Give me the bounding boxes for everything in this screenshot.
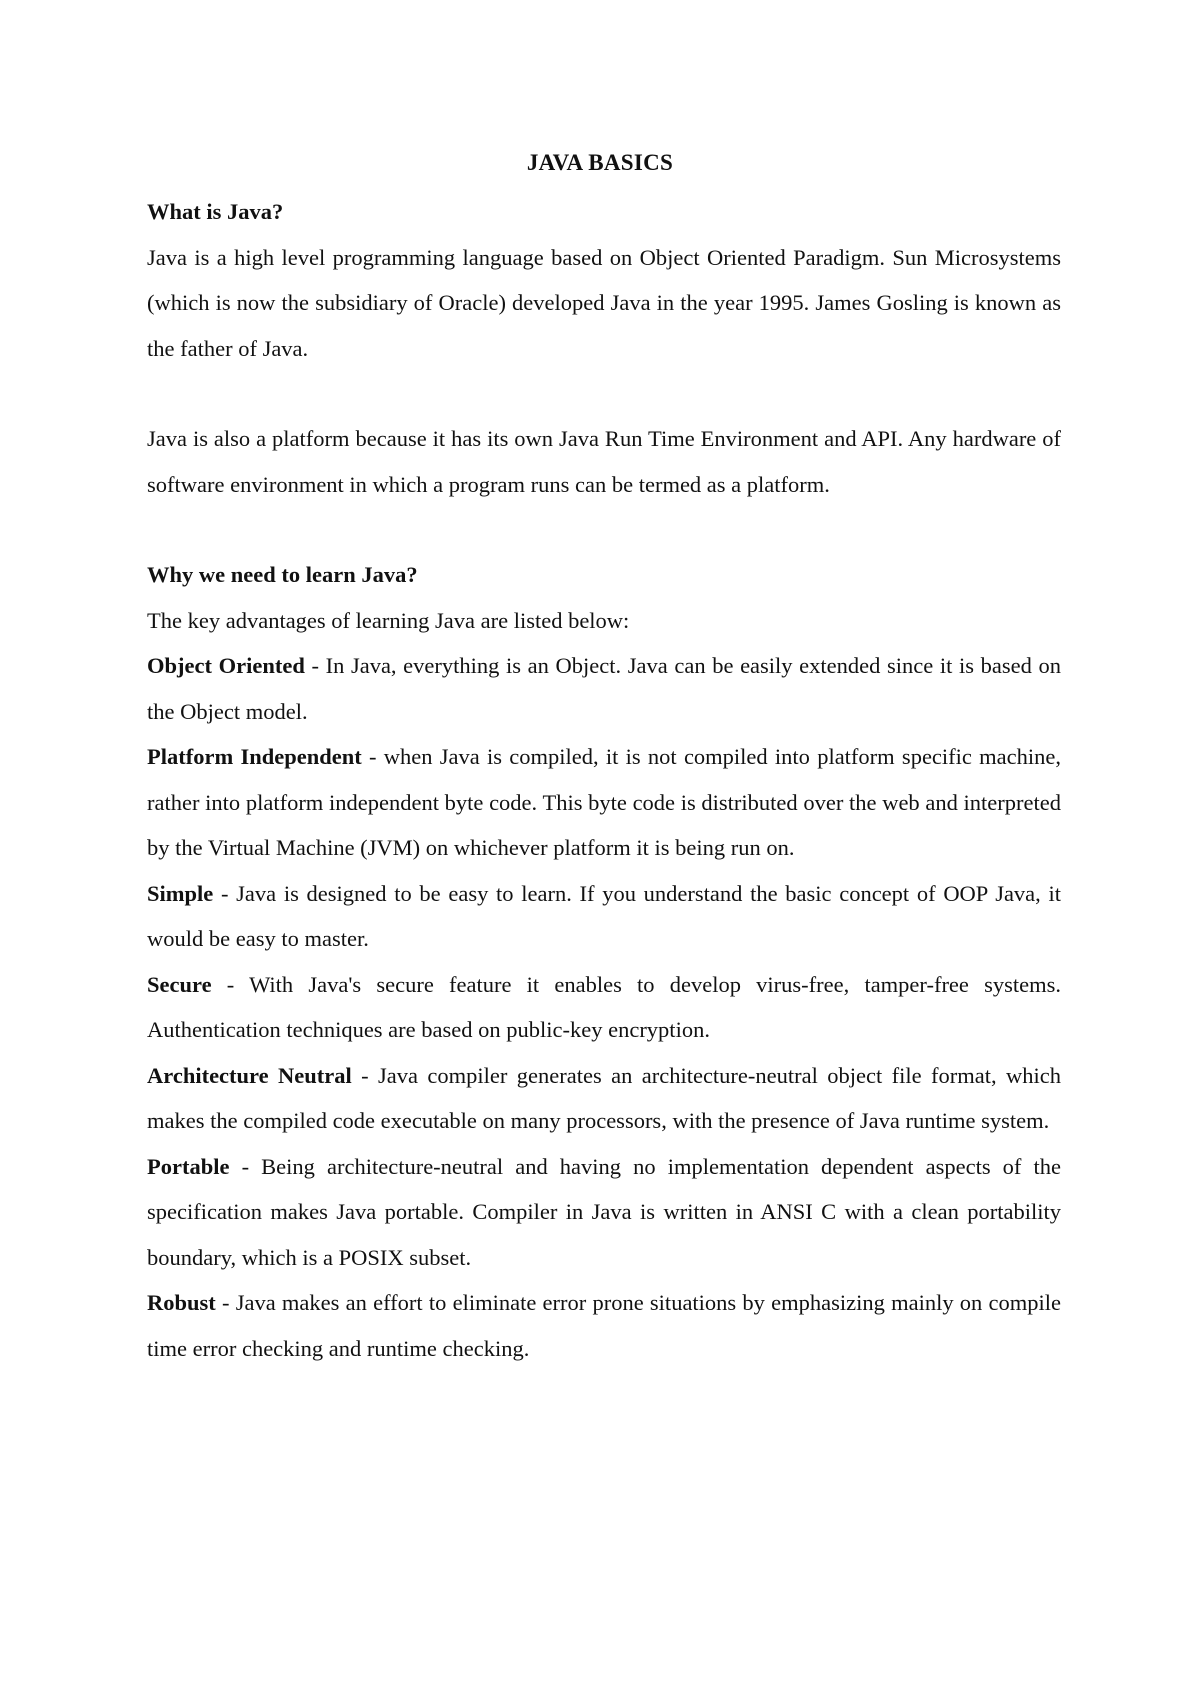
advantage-item-robust [147, 1280, 1061, 1371]
advantage-term: Platform Independent [147, 744, 362, 769]
advantage-description: - Java compiler generates an architecture-neutral object file format, which makes the compiled code executable on many processors, with the presence of Java runtime system. [147, 1062, 1061, 1133]
paragraph-spacer [147, 371, 1061, 416]
advantage-description: - With Java's secure feature it enables to develop virus-free, tamper-free systems. Authentication techniques are based on public-key encryption. [147, 971, 1061, 1042]
advantages-intro: The key advantages of learning Java are listed below: [147, 607, 630, 633]
paragraph-java-platform: Java is also a platform because it has its own Java Run Time Environment and API. Any hardware of software environment in which a program runs can be termed as a platform. [147, 426, 1061, 497]
advantage-item-object-oriented [147, 643, 1061, 734]
advantage-item-simple [147, 871, 1061, 962]
advantage-term: Secure [147, 971, 212, 997]
advantage-item-platform-independent [147, 734, 1061, 871]
advantage-term: Object Oriented [147, 653, 305, 678]
advantage-item-architecture-neutral [147, 1053, 1061, 1144]
advantage-description: - In Java, everything is an Object. Java can be easily extended since it is based on the Object model. [147, 653, 1061, 724]
advantage-term: Simple [147, 880, 214, 906]
advantage-item-secure [147, 962, 1061, 1053]
paragraph-spacer [147, 507, 1061, 552]
advantage-description: - when Java is compiled, it is not compiled into platform specific machine, rather into platform independent byte code. This byte code is distributed over the web and interpreted by the Virtual Machine (JVM) on whichever platform it is being run on. [147, 744, 1061, 860]
paragraph-java-definition: Java is a high level programming language based on Object Oriented Paradigm. Sun Microsystems (which is now the subsidiary of Oracle) developed Java in the year 1995. James Gosling is known as the father of Java. [147, 244, 1061, 361]
advantage-description: - Java is designed to be easy to learn. If you understand the basic concept of OOP Java, it would be easy to master. [147, 880, 1061, 951]
advantage-term: Architecture Neutral [147, 1062, 352, 1088]
advantage-item-portable [147, 1144, 1061, 1281]
advantage-term: Robust [147, 1290, 216, 1315]
section-heading-why-learn-java: Why we need to learn Java? [147, 562, 418, 587]
advantage-description: - Being architecture-neutral and having no implementation dependent aspects of the specification makes Java portable. Compiler in Java is written in ANSI C with a clean portability boundary, which is a POSIX subset. [147, 1153, 1061, 1270]
section-heading-what-is-java: What is Java? [147, 199, 284, 224]
advantage-term: Portable [147, 1153, 230, 1179]
document-body [147, 189, 1061, 1371]
page-title: JAVA BASICS [526, 150, 674, 175]
advantage-description: - Java makes an effort to eliminate error prone situations by emphasizing mainly on compile time error checking and runtime checking. [147, 1290, 1061, 1361]
